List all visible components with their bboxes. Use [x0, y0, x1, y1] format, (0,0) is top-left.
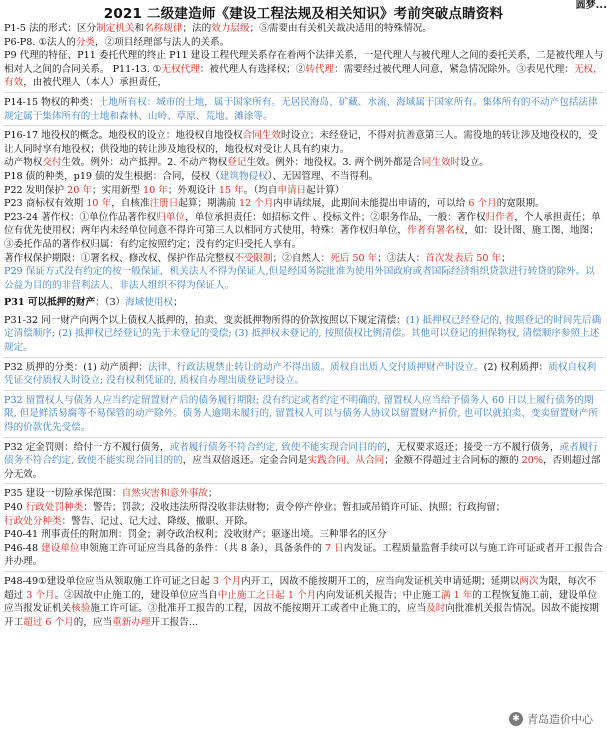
- text-run: ：被代理人有选择权；②: [199, 63, 306, 75]
- text-run: 生效。例外：动产抵押。2. 不动产物权: [61, 157, 228, 169]
- text-run: P18 债的种类，p19 债的发生根据：合同，侵权（: [4, 170, 220, 182]
- paragraph: [4, 156, 604, 170]
- highlight-red: 制定机关: [96, 23, 135, 34]
- highlight-red: 10 年: [86, 198, 112, 210]
- text-run: P46-48: [4, 542, 42, 554]
- paragraph: [4, 197, 604, 211]
- document-body: [4, 22, 604, 629]
- text-run: ，单位承担责任：如招标文件 、投标文件；②职务作品，一般：著作权: [185, 211, 486, 223]
- highlight-red: 20%: [521, 455, 543, 467]
- highlight-red: 中止施工之日起 1 个月: [217, 589, 317, 601]
- highlight-red: 申请日: [277, 184, 307, 196]
- text-run: ；: [173, 297, 183, 309]
- text-run: ；法的: [182, 23, 212, 34]
- paragraph: [4, 22, 604, 36]
- section-divider: [4, 571, 604, 572]
- paragraph: [4, 49, 604, 90]
- highlight-red: 注册日: [149, 198, 179, 210]
- text-run: P6-P8. ①法人的: [4, 36, 76, 48]
- highlight-blue: (1) 抵押权已经登记的, 按照登记的时间先后确定清偿顺序; (2) 抵押权已经登记的先于未登记的受偿; (3) 抵押权未登记的, 按照债权比例清偿。其他可以登记的担保物权, 清偿顺序参照上述规定。: [4, 314, 602, 354]
- highlight-blue: 或者履行债务不符合约定, 致使不能实现合同目的的: [4, 441, 598, 467]
- highlight-red: 自然灾害和意外事故: [121, 488, 208, 500]
- text-run: P48-49①建设单位应当从领取施工许可证之日起: [4, 575, 213, 587]
- text-run: 施工许可证。③批准开工报告的工程，因故不能按期开工或者中止施工的，应当: [90, 603, 427, 615]
- corner-text: 圆梦...: [575, 0, 607, 11]
- text-run: ，应当双倍返还。定金合同是: [182, 455, 308, 467]
- highlight-red: 20 年: [67, 184, 92, 196]
- highlight-blue: P32 留置权人与债务人应当约定留置财产后的债务履行期限; 没有约定或者约定不明确的, 留置权人应当给予债务人 60 日以上履行债务的期限, 但是鲜活易腐等不易保管的动产除外。债务人逾期未履行的, 留置权人可以与债务人协议以留置财产折价, 也可以就拍卖、变卖留置财产所得的价款优先受偿。: [4, 394, 598, 434]
- paragraph: [4, 265, 604, 292]
- section-divider: [4, 390, 604, 391]
- highlight-red: 满 1 年: [440, 589, 473, 601]
- highlight-red: 重新办理: [112, 616, 151, 628]
- highlight-red: 3 个月: [212, 575, 242, 587]
- highlight-red: 无权，有效: [4, 63, 603, 89]
- highlight-red: 分类: [75, 36, 96, 48]
- text-run: ：（3）: [95, 297, 126, 309]
- text-run: ；金额不得超过主合同标的额的: [384, 455, 522, 467]
- paragraph: [4, 542, 604, 569]
- highlight-red: 首次发表后 50 年: [425, 252, 502, 264]
- paragraph: [4, 96, 604, 123]
- text-run: ，自核准: [111, 198, 150, 210]
- paragraph: [4, 394, 604, 435]
- highlight-blue: 土地所有权: [98, 96, 147, 108]
- text-run: 内发证。工程质量监督手续可以与施工许可证或者开工报告合并办理。: [4, 542, 603, 568]
- highlight-red: 归单位: [156, 211, 186, 223]
- paragraph: [4, 501, 604, 515]
- highlight-red: 12 个月: [238, 198, 274, 210]
- text-run: P31 可以抵押的财产: [4, 297, 96, 309]
- text-run: P9 代理的特征、P11 委托代理的终止 P11 建设工程代理关系存在着两个法律关系，一是代理人与被代理人之间的委托关系，二是被代理人与相对人之间的合同关系。 P11-13. ①: [4, 50, 604, 75]
- text-run: ；③法人：: [377, 252, 426, 264]
- text-run: 的，应当: [73, 616, 113, 628]
- watermark: [509, 711, 593, 727]
- paragraph: [4, 252, 604, 266]
- section-divider: [4, 483, 604, 484]
- highlight-red: 作者有署名权: [406, 225, 465, 237]
- paragraph: [4, 129, 604, 156]
- paragraph: [4, 170, 604, 184]
- text-run: 。（均自: [243, 184, 278, 196]
- text-run: 申领施工许可证应当具备的条件：（共 8 条），具备条件的: [79, 542, 326, 554]
- text-run: ；②自然人：: [272, 252, 331, 264]
- highlight-blue: ：: [146, 96, 157, 108]
- paragraph: [4, 184, 604, 198]
- text-run: 开工报告...: [150, 616, 199, 628]
- highlight-blue: 法律、行政法规禁止转让的动产不得出质。质权自出质人交付质押财产时设立。: [147, 361, 484, 373]
- text-run: P1-5 法的形式：区分: [4, 23, 97, 34]
- text-run: P23 商标权有效期: [4, 198, 87, 210]
- text-run: P35 建设一切险承保范围：: [4, 488, 122, 500]
- text-run: 时设立；未经登记，不得对抗善意第三人。需役地的转让涉及地役权的，受让人同时享有地役权；供役地的转让涉及地役权的，地役权对受让人具有约束力。: [4, 130, 598, 155]
- text-run: P22 发明保护: [4, 184, 68, 196]
- highlight-red: 超过 6 个月: [23, 616, 74, 628]
- section-divider: [4, 357, 604, 358]
- highlight-blue: 或者履行债务不符合约定, 致使不能实现合同目的的: [169, 441, 387, 453]
- text-run: ）、无因管理、不当得利。: [267, 170, 379, 182]
- highlight-blue: 城市的土地，属于国家所有。无居民海岛、矿藏、水流、海域属于国家所有。集体所有的不动产包括法律规定属于集体所有的土地和森林、山岭、草原、荒地、滩涂等。: [4, 96, 598, 122]
- text-run: P14-15 物权的种类：: [4, 96, 99, 108]
- text-run: 起计算）: [306, 184, 345, 196]
- text-run: ：警告、记过、记大过、降级、撤职、开除。: [61, 515, 254, 527]
- highlight-blue: P29 保证方式没有约定的按一般保证，机关法人不得为保证人,但是经国务院批准为使用外国政府或者国际经济组织贷款进行转贷的除外。以公益为目的的非营利法人、非法人组织不得为保证人。: [4, 266, 595, 291]
- highlight-red: 转代理: [305, 63, 335, 75]
- text-run: P40: [4, 502, 26, 513]
- paragraph: [4, 441, 604, 482]
- text-run: 内向发证机关报告；中止施工: [316, 589, 441, 601]
- text-run: P16-17 地役权的概念。地役权的设立：地役权自地役权: [4, 130, 243, 142]
- text-run: ，如：设计图、施工图、地图；③委托作品的著作权归属：有约定按照约定；没有约定归受托人享有。: [4, 225, 599, 250]
- section-divider: [4, 92, 604, 93]
- text-run: ，②项目经理部与法人的关系。: [95, 36, 230, 48]
- text-run: 内申请续展，此期间未能提出申请的，可以给: [273, 198, 469, 210]
- text-run: ；: [501, 252, 511, 264]
- text-run: 的宽限期。: [496, 198, 545, 210]
- highlight-red: 核验: [71, 603, 91, 615]
- text-run: 著作权保护期限：①署名权、修改权、保护作品完整权: [4, 252, 235, 264]
- text-run: ；实用新型: [92, 184, 144, 196]
- text-run: 设立。: [460, 157, 489, 169]
- paragraph: [4, 528, 604, 542]
- highlight-red: 行政处分种类: [4, 515, 62, 527]
- highlight-red: 15 年: [218, 184, 244, 196]
- paragraph: [4, 361, 604, 388]
- highlight-red: 合同生效: [242, 130, 282, 142]
- text-run: 内开工，因故不能按期开工的，应当向发证机关申请延期；延期以: [241, 575, 520, 587]
- highlight-red: 建设单位: [41, 542, 80, 554]
- text-run: P40-41 刑事责任的附加刑：罚金；剥夺政治权利；没收财产；驱逐出境。三种罪名的区分: [4, 529, 387, 541]
- text-run: P31-32 同一财产向两个以上债权人抵押的，拍卖、变卖抵押物所得的价款按照以下规定清偿：: [4, 314, 406, 326]
- paragraph: [4, 314, 604, 355]
- text-run: 生效。例外：地役权。3. 两个例外都是合: [246, 157, 422, 169]
- highlight-red: 无权代理: [161, 63, 200, 75]
- text-run: (2) 权利质押：: [483, 361, 549, 373]
- paragraph: [4, 36, 604, 50]
- watermark-text: 青岛造价中心: [527, 713, 593, 726]
- wechat-icon: ✱: [509, 712, 523, 726]
- text-run: ，个人承担责任；单位有优先使用权；两年内未经单位同意不得许可第三人以相同方式使用，特殊：著作权归单位，: [4, 211, 601, 237]
- highlight-red: 登记: [227, 157, 247, 169]
- highlight-red: 10 年: [143, 184, 168, 196]
- text-run: ，无权要求返还；接受一方不履行债务，: [386, 441, 560, 453]
- text-run: ；: [208, 488, 218, 500]
- text-run: ；⑤需要由有关机关裁决适用的特殊情况。: [249, 23, 432, 34]
- text-run: 起算；期满前: [178, 198, 239, 210]
- highlight-red: 7 日: [325, 542, 344, 554]
- text-run: ，由被代理人（本人）承担责任，: [23, 77, 168, 89]
- highlight-red: 两次: [519, 575, 539, 587]
- highlight-red: 归作者: [485, 211, 515, 223]
- text-run: P23-24 著作权：①单位作品著作权: [4, 211, 157, 223]
- text-run: 动产物权: [4, 157, 43, 169]
- paragraph: [4, 487, 604, 501]
- text-run: ：需要经过被代理人同意，紧急情况除外。③表见代理：: [334, 63, 574, 75]
- highlight-red: 3 个月: [26, 589, 55, 601]
- highlight-red: 效力层级: [211, 23, 250, 34]
- text-run: 。②因故中止施工的，建设单位应当自: [54, 589, 218, 601]
- highlight-red: 6 个月: [468, 198, 497, 210]
- highlight-blue: 海域使用权: [125, 297, 174, 309]
- paragraph: [4, 211, 604, 252]
- section-divider: [4, 125, 604, 126]
- text-run: P32 定金罚则：给付一方不履行债务，: [4, 441, 170, 453]
- page-title: 2021 二级建造师《建设工程法规及相关知识》考前突破点睛资料: [103, 6, 504, 22]
- text-run: ，否则超过部分无效。: [4, 455, 601, 480]
- highlight-red: 名称规律: [144, 23, 183, 34]
- highlight-red: 同生效时: [421, 157, 461, 169]
- paragraph: [4, 296, 604, 310]
- paragraph: [4, 575, 604, 629]
- highlight-red: 死后 50 年: [330, 252, 378, 264]
- text-run: 和: [134, 23, 145, 34]
- text-run: P32 质押的分类：(1) 动产质押：: [4, 361, 148, 373]
- section-divider: [4, 437, 604, 438]
- highlight-blue: 质权自权利凭证交付质权人时设立; 没有权利凭证的, 质权自办理出质登记时设立。: [4, 361, 597, 387]
- text-run: ；外观设计: [167, 184, 219, 196]
- highlight-red: 交付: [42, 157, 62, 169]
- text-run: ：警告；罚款；没收违法所得没收非法财物；责令停产停业；暂扣或吊销许可证、执照；行政拘留；: [83, 502, 506, 513]
- highlight-red: 行政处罚种类: [25, 502, 84, 513]
- text-run: 向批准机关报告情况。因故不能按期开工: [4, 603, 599, 628]
- highlight-red: 不受限制: [234, 252, 273, 264]
- highlight-red: 实践合同、从合同: [307, 455, 385, 467]
- highlight-red: 及时: [426, 603, 446, 615]
- paragraph: [4, 515, 604, 529]
- highlight-blue: 建筑物侵权: [219, 170, 268, 182]
- text-run: 为限，每次不超过: [4, 575, 597, 601]
- text-run: 的工程恢复施工前，建设单位应当报发证机关: [4, 589, 598, 615]
